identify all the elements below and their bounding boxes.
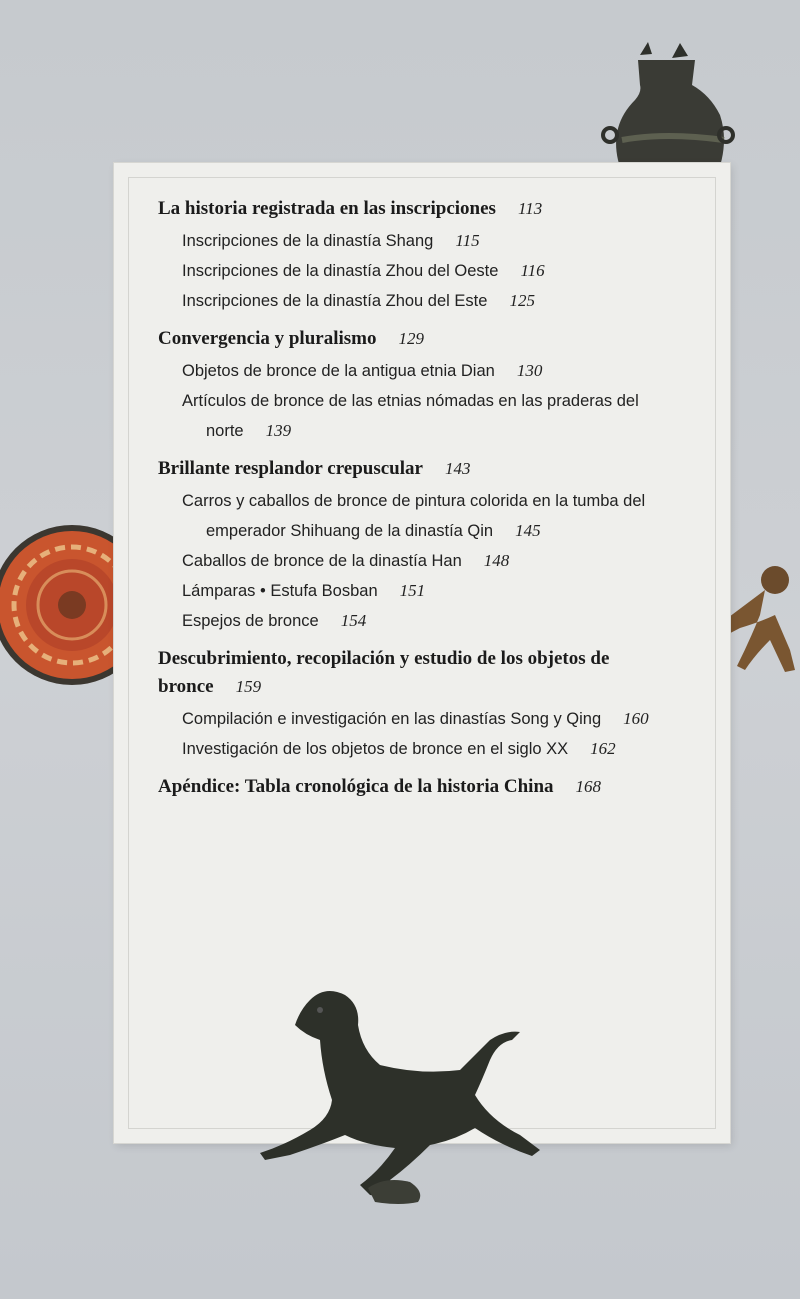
toc-entry[interactable]: Espejos de bronce 154 bbox=[182, 611, 367, 630]
page-number: 159 bbox=[235, 677, 262, 696]
page-number: 151 bbox=[399, 581, 426, 600]
page-number: 168 bbox=[575, 777, 602, 796]
page-number: 116 bbox=[520, 261, 545, 280]
page-number: 154 bbox=[340, 611, 367, 630]
table-of-contents bbox=[158, 195, 698, 810]
toc-section bbox=[158, 773, 698, 801]
toc-section-title[interactable]: Brillante resplandor crepuscular 143 bbox=[158, 458, 471, 479]
toc-section bbox=[158, 325, 698, 446]
page-number: 130 bbox=[516, 361, 543, 380]
toc-entry[interactable]: Compilación e investigación en las dinastías Song y Qing 160 bbox=[182, 709, 649, 728]
toc-section-title[interactable]: Descubrimiento, recopilación y estudio de los objetos de bronce 159 bbox=[158, 648, 610, 697]
toc-entry[interactable]: Artículos de bronce de las etnias nómadas en las praderas del norte 139 bbox=[182, 392, 639, 440]
page-number: 160 bbox=[623, 709, 649, 728]
page-number: 129 bbox=[398, 329, 424, 348]
toc-entry[interactable]: Carros y caballos de bronce de pintura colorida en la tumba del emperador Shihuang de la dinastía Qin 145 bbox=[182, 492, 646, 540]
toc-entry[interactable]: Inscripciones de la dinastía Zhou del Este 125 bbox=[182, 291, 535, 310]
toc-entry[interactable]: Caballos de bronce de la dinastía Han 148 bbox=[182, 551, 510, 570]
page-number: 148 bbox=[483, 551, 510, 570]
toc-section bbox=[158, 455, 698, 636]
toc-section-title[interactable]: La historia registrada en las inscripciones 113 bbox=[158, 198, 543, 219]
page-number: 125 bbox=[509, 291, 535, 310]
toc-entry[interactable]: Lámparas • Estufa Bosban 151 bbox=[182, 581, 426, 600]
toc-entry[interactable]: Inscripciones de la dinastía Shang 115 bbox=[182, 231, 480, 250]
page-number: 143 bbox=[444, 459, 471, 478]
toc-entry[interactable]: Investigación de los objetos de bronce en el siglo XX 162 bbox=[182, 739, 616, 758]
toc-section bbox=[158, 645, 698, 764]
page-number: 145 bbox=[515, 521, 541, 540]
page-number: 113 bbox=[517, 199, 543, 218]
page-number: 115 bbox=[455, 231, 480, 250]
toc-entry[interactable]: Inscripciones de la dinastía Zhou del Oeste 116 bbox=[182, 261, 545, 280]
page-number: 162 bbox=[590, 739, 616, 758]
page-number: 139 bbox=[265, 421, 292, 440]
toc-section-title[interactable]: Apéndice: Tabla cronológica de la historia China 168 bbox=[158, 776, 602, 797]
flying-horse-icon bbox=[250, 970, 550, 1210]
toc-section-title[interactable]: Convergencia y pluralismo 129 bbox=[158, 328, 424, 349]
toc-entry[interactable]: Objetos de bronce de la antigua etnia Dian 130 bbox=[182, 361, 543, 380]
toc-section bbox=[158, 195, 698, 316]
